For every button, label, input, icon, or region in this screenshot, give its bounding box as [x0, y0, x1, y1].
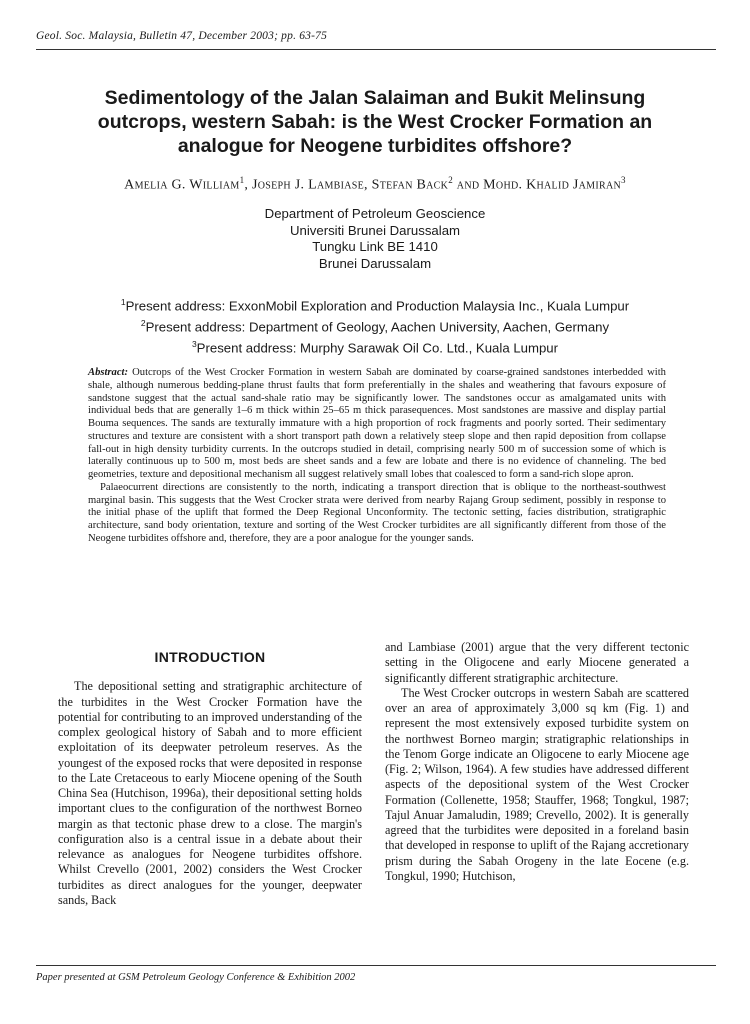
affiliation-block [100, 206, 650, 272]
affiliation-line: Department of Petroleum Geoscience [264, 206, 486, 221]
author-affiliation-mark: 1 [239, 175, 245, 185]
author-affiliation-mark: 3 [621, 175, 626, 185]
body-paragraph: and Lambiase (2001) argue that the very different tectonic setting in the Oligocene and early Miocene generated a significantly different stratigraphic architecture. [385, 640, 689, 685]
author-name: Stefan Back [371, 177, 449, 193]
author-name: Mohd. Khalid Jamiran [483, 177, 622, 193]
address-text: Present address: Department of Geology, Aachen University, Aachen, Germany [145, 319, 610, 335]
affiliation-line: Universiti Brunei Darussalam [289, 222, 461, 238]
author-list [30, 175, 720, 194]
present-address-line [50, 294, 700, 315]
paper-title: Sedimentology of the Jalan Salaiman and Bukit Melinsung outcrops, western Sabah: is the West Crocker Formation an analogue for Neogene turbidites offshore? [97, 87, 653, 157]
author-conjunction: and [453, 177, 484, 193]
affiliation-line: Brunei Darussalam [318, 255, 432, 271]
author-separator: , [364, 177, 372, 193]
address-text: Present address: Murphy Sarawak Oil Co. Ltd., Kuala Lumpur [196, 340, 559, 356]
right-column [385, 640, 689, 884]
abstract-paragraph: Palaeocurrent directions are consistently to the north, indicating a transport direction that is oblique to the northeast-southwest marginal basin. This suggests that the West Crocker strata were derived from nearby Rajang Group sediment, possibly in response to the initial phase of the uplift that formed the Deep Regional Unconformity. The tectonic setting, facies distribution, stratigraphic architecture, sand body orientation, texture and sorting of the West Crocker turbidites are all significantly different from those of the Neogene turbidites offshore and, therefore, they are a poor analogue for the younger sands. [88, 481, 666, 544]
header-rule [36, 49, 716, 50]
abstract [88, 367, 666, 546]
abstract-label: Abstract: [88, 367, 129, 378]
abstract-paragraph [88, 367, 666, 482]
running-head: Geol. Soc. Malaysia, Bulletin 47, December 2003; pp. 63-75 [36, 30, 328, 42]
address-text: Present address: ExxonMobil Exploration and Production Malaysia Inc., Kuala Lumpur [125, 298, 630, 314]
author-name: Amelia G. William [124, 177, 240, 193]
address-mark: 2 [140, 317, 146, 328]
address-mark: 1 [120, 297, 126, 307]
address-mark: 3 [191, 338, 197, 349]
present-addresses [50, 294, 700, 357]
left-column [58, 640, 362, 908]
present-address-line [50, 315, 700, 336]
footer-rule [36, 965, 716, 966]
abstract-text: Outcrops of the West Crocker Formation in western Sabah are dominated by coarse-grained sandstones interbedded with shale, although numerous bedding-plane thrust faults that form preferentially in the shales and weathering that favours exposure of sandstone suggest that the actual sand-shale ratio may be significantly lower. The sandstones occur as amalgamated units with individual beds that are generally 1–6 m thick within 25–65 m thick parasequences. Most sandstones are massive and display partial Bouma sequences. The sands are texturally immature with a high proportion of rock fragments and poorly sorted. Their sedimentary structures and texture are consistent with a short transport path down a relatively steep slope and then rapid deposition from collapse fall-out in high density turbidity currents. In the outcrops studied in detail, comprising nearly 500 m of succession some of which is laterally continuous up to 500 m, most beds are sheet sands and a few are lobate and there is no evidence of channeling. The bed geometries, texture and depositional mechanism all suggest relatively small lobes that coalesced to form a sand-rich slope apron. [88, 367, 666, 480]
author-separator: , [244, 177, 253, 193]
affiliation-line: Tungku Link BE 1410 [312, 239, 438, 254]
body-paragraph: The West Crocker outcrops in western Sabah are scattered over an area of approximately 3,000 sq km (Fig. 1) and represent the most extensively exposed turbidite system on the northwest Borneo margin; stratigraphic relationships in the Tenom Gorge indicate an Oligocene to early Miocene age (Fig. 2; Wilson, 1964). A few studies have addressed different aspects of the depositional system of the West Crocker Formation (Collenette, 1958; Stauffer, 1968; Tongkul, 1987; Tajul Anuar Jamaludin, 1989; Crevello, 2002). It is generally agreed that the turbidites were deposited in a foreland basin that developed in response to uplift of the Rajang accretionary prism during the Sabah Orogeny in the late Eocene (e.g. Tongkul, 1990; Hutchison, [385, 685, 689, 883]
section-heading-introduction: INTRODUCTION [154, 649, 266, 665]
footer-note: Paper presented at GSM Petroleum Geology Conference & Exhibition 2002 [36, 972, 356, 983]
present-address-line [50, 336, 700, 357]
author-affiliation-mark: 2 [448, 175, 453, 185]
author-name: Joseph J. Lambiase [252, 177, 365, 193]
body-paragraph: The depositional setting and stratigraphic architecture of the turbidites in the West Crocker Formation have the potential for contributing to an improved understanding of the complex geological history of Sabah and to more efficient exploitation of its deepwater petroleum reserves. As the youngest of the exposed rocks that were deposited in response to the Late Cretaceous to early Miocene opening of the South China Sea (Hutchison, 1996a), their depositional setting holds important clues to the configuration of the northwest Borneo margin as that tectonic phase drew to a close. The margin's configuration also is a central issue in a debate about their relevance as analogues for Neogene turbidites offshore. Whilst Crevello (2001, 2002) considers the West Crocker turbidites as direct analogues for the younger, deepwater sands, Back [58, 679, 362, 907]
